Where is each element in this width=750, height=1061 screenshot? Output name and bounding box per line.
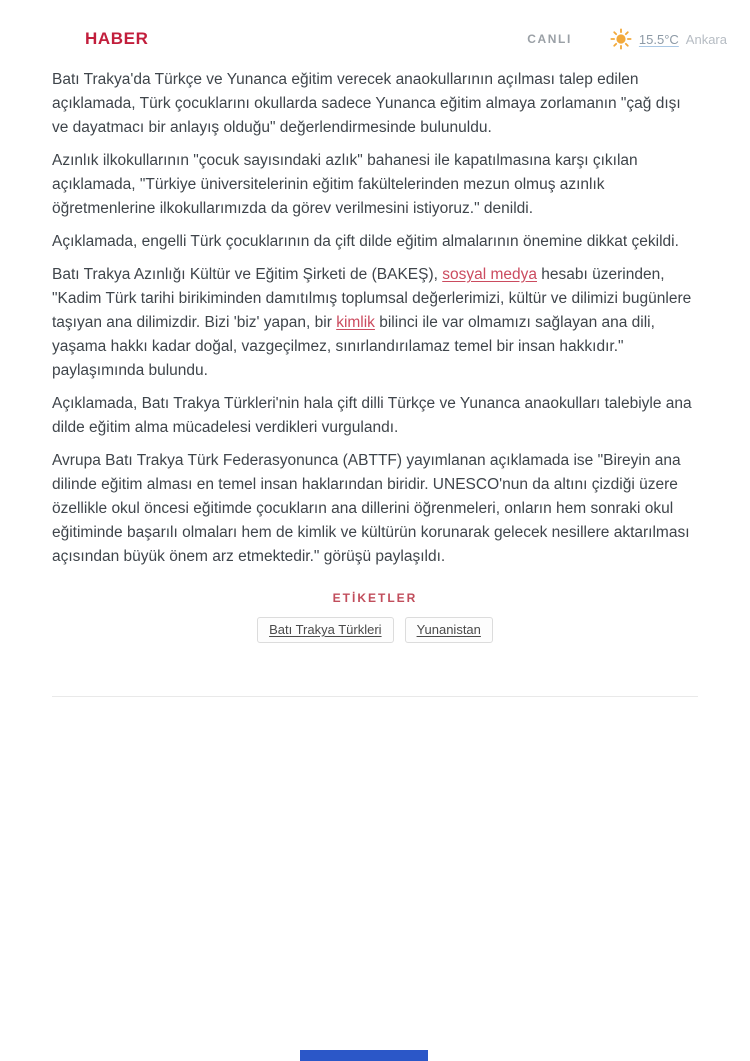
paragraph-text: Batı Trakya'da Türkçe ve Yunanca eğitim verecek anaokullarının açılması talep edilen açıklamada, Türk çocuklarını okullarda sadece Yunanca eğitim almaya zorlamanın "çağ dışı ve dayatmacı bir anlayış olduğu" değerlendirmesinde bulunuldu. [52, 71, 681, 136]
sun-icon [610, 28, 632, 50]
article-paragraph [52, 263, 698, 383]
article-paragraph [52, 449, 698, 569]
tag-chip[interactable]: Batı Trakya Türkleri [257, 617, 393, 643]
article-body [0, 68, 750, 569]
paragraph-text: Açıklamada, Batı Trakya Türkleri'nin hala çift dilli Türkçe ve Yunanca anaokulları talebiyle ana dilde eğitim alma mücadelesi verdikleri vurgulandı. [52, 395, 692, 436]
tag-chip[interactable]: Yunanistan [405, 617, 493, 643]
tags-section [0, 591, 750, 643]
paragraph-text: Açıklamada, engelli Türk çocuklarının da çift dilde eğitim almalarının önemine dikkat çekildi. [52, 233, 679, 250]
weather-widget[interactable] [610, 28, 727, 50]
section-divider [52, 696, 698, 697]
article-paragraph [52, 149, 698, 221]
live-badge[interactable]: CANLI [527, 32, 572, 46]
paragraph-text: Batı Trakya Azınlığı Kültür ve Eğitim Şirketi de (BAKEŞ), [52, 266, 443, 283]
paragraph-text: Avrupa Batı Trakya Türk Federasyonunca (ABTTF) yayımlanan açıklamada ise "Bireyin ana dilinde eğitim alması en temel insan haklarından biridir. UNESCO'nun da altını çizdiği üzere özellikle okul öncesi eğitimde çocukların ana dillerini öğrenmeleri, onların hem sonraki okul eğitiminde başarılı olmaları hem de kimlik ve kültürün korunarak gelecek nesillere aktarılması açısından büyük önem arz etmektedir." görüşü paylaşıldı. [52, 452, 690, 565]
city-label: Ankara [685, 31, 727, 47]
article-paragraph [52, 392, 698, 440]
article-paragraph [52, 230, 698, 254]
tags-title: ETİKETLER [332, 591, 418, 605]
article-paragraph [52, 68, 698, 140]
inline-link[interactable]: kimlik [336, 314, 375, 331]
header [0, 0, 750, 58]
bottom-progress-bar [300, 1050, 428, 1061]
tags-row [0, 617, 750, 643]
temperature-link[interactable]: 15.5°C [638, 31, 679, 47]
inline-link[interactable]: sosyal medya [442, 266, 537, 283]
header-right [527, 28, 727, 50]
paragraph-text: hesabı üzerinden, "Kadim Türk tarihi birikiminden damıtılmış toplumsal değerlerimizi, kültür ve dilimizi bugünlere taşıyan ana dilimizdir. Bizi 'biz' yapan, bir [52, 266, 692, 331]
site-logo[interactable]: HABER [85, 29, 149, 48]
paragraph-text: Azınlık ilkokullarının "çocuk sayısındaki azlık" bahanesi ile kapatılmasına karşı çıkılan açıklamada, "Türkiye üniversitelerinin eğitim fakültelerinden mezun olmuş azınlık öğretmenlerine ilkokullarımızda da görev verilmesini istiyoruz." denildi. [52, 152, 638, 217]
paragraph-text: bilinci ile var olmamızı sağlayan ana dili, yaşama hakkı kadar doğal, vazgeçilmez, sınırlandırılamaz temel bir insan hakkıdır." paylaşımında bulundu. [52, 314, 655, 379]
